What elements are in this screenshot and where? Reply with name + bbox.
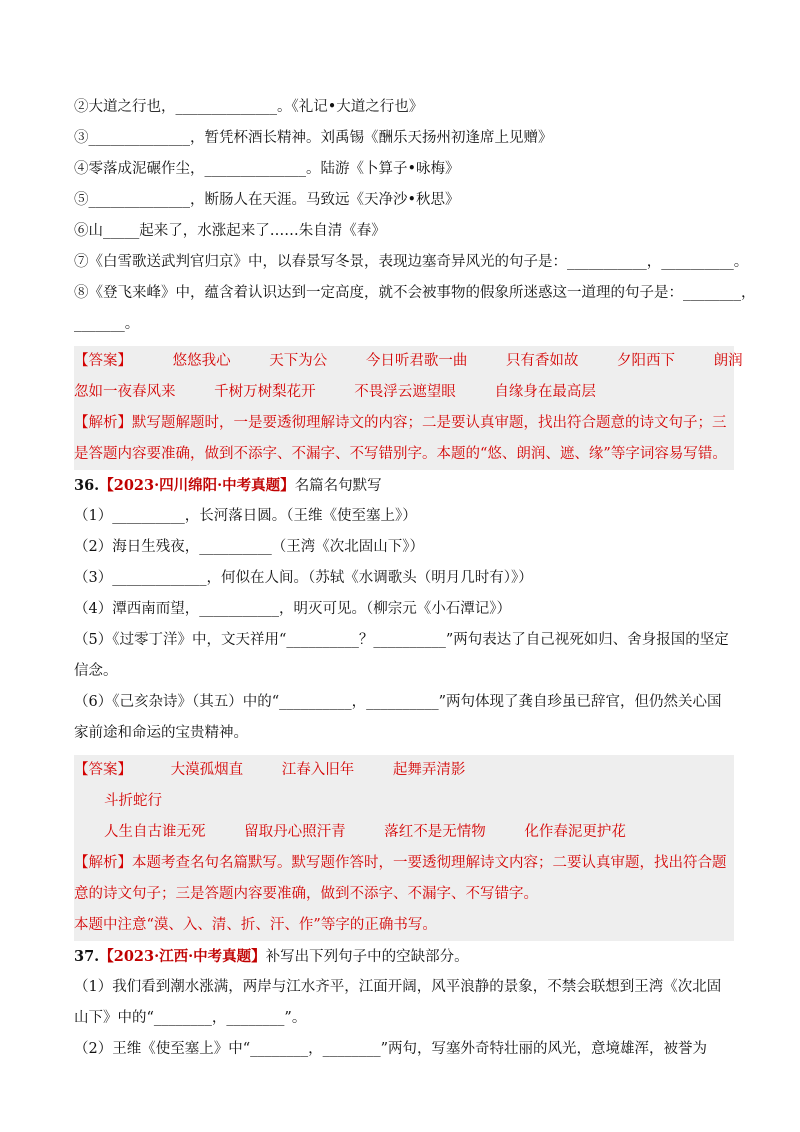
answer-item: 留取丹心照汗青 <box>244 824 346 840</box>
document-page <box>74 92 756 1065</box>
answer-item: 悠悠我心 <box>172 353 231 369</box>
question-item: （1）我们看到潮水涨满，两岸与江水齐平，江面开阔，风平浪静的景象，不禁会联想到王湾《次北固山下》中的“________，________”。 <box>74 979 722 1026</box>
analysis-label: 【解析】 <box>74 415 132 431</box>
answer-item: 千树万树梨花开 <box>214 384 316 400</box>
question-line: ②大道之行也，______________。《礼记•大道之行也》 <box>74 99 424 115</box>
question-item: （2）海日生残夜，__________（王湾《次北固山下》） <box>74 539 424 555</box>
question-number: 37. <box>74 948 100 965</box>
question-line: ⑧《登飞来峰》中，蕴含着认识达到一定高度，就不会被事物的假象所迷惑这一道理的句子是：________， <box>74 285 756 301</box>
answer-row <box>74 786 734 817</box>
answer-row <box>74 817 734 848</box>
answer-item: 天下为公 <box>269 353 328 369</box>
analysis-label: 【解析】 <box>74 855 132 871</box>
answer-item: 起舞弄清影 <box>392 762 466 778</box>
answer-row <box>74 377 734 408</box>
question-line: ⑥山_____起来了，水涨起来了……朱自清《春》 <box>74 223 386 239</box>
answer-item: 江春入旧年 <box>281 762 355 778</box>
answer-row <box>74 755 734 786</box>
question-block-35 <box>74 92 756 340</box>
analysis-text: 【解析】默写题解题时，一是要透彻理解诗文的内容；二是要认真审题，找出符合题意的诗文句子；三是答题内容要准确，做到不添字、不漏字、不写错别字。本题的“悠、朗润、遮、缘”等字词容易写错。 <box>74 415 727 462</box>
question-header <box>74 941 734 972</box>
question-title: 补写出下列句子中的空缺部分。 <box>265 949 469 965</box>
answer-row <box>74 346 743 377</box>
answer-box <box>74 755 734 941</box>
answer-item: 人生自古谁无死 <box>104 824 206 840</box>
question-item: （5）《过零丁洋》中，文天祥用“__________？__________”两句表达了自己视死如归、舍身报国的坚定信念。 <box>74 632 729 679</box>
question-source-tag: 【2023·江西·中考真题】 <box>99 948 266 965</box>
answer-item: 今日听君歌一曲 <box>365 353 468 369</box>
question-line: ③______________，暂凭杯酒长精神。刘禹锡《酬乐天扬州初逢席上见赠》 <box>74 130 553 146</box>
answer-item: 斗折蛇行 <box>104 793 162 809</box>
question-line: ④零落成泥碾作尘，______________。陆游《卜算子•咏梅》 <box>74 161 460 177</box>
answer-label: 【答案】 <box>74 762 132 778</box>
question-item: （4）潭西南而望，___________，明灭可见。（柳宗元《小石潭记》） <box>74 601 511 617</box>
question-source-tag: 【2023·四川绵阳·中考真题】 <box>99 477 295 494</box>
question-line: ⑦《白雪歌送武判官归京》中，以春景写冬景，表现边塞奇异风光的句子是：___________，__________。 <box>74 254 749 270</box>
question-item: （1）__________，长河落日圆。（王维《使至塞上》） <box>74 508 417 524</box>
answer-label: 【答案】 <box>74 353 132 369</box>
question-line: ⑤______________，断肠人在天涯。马致远《天净沙•秋思》 <box>74 192 460 208</box>
question-title: 名篇名句默写 <box>294 478 382 494</box>
answer-item: 只有香如故 <box>505 353 579 369</box>
answer-item: 不畏浮云遮望眼 <box>354 384 456 400</box>
answer-item: 朗润 <box>713 353 743 369</box>
question-number: 36. <box>74 477 100 494</box>
answer-item: 忽如一夜春风来 <box>74 384 176 400</box>
answer-item: 大漠孤烟直 <box>170 762 244 778</box>
answer-item: 化作春泥更护花 <box>524 824 626 840</box>
question-line: _______。 <box>74 316 140 332</box>
question-item: （6）《己亥杂诗》（其五）中的“__________，__________”两句体现了龚自珍虽已辞官，但仍然关心国家前途和命运的宝贵精神。 <box>74 694 722 741</box>
question-block-36 <box>74 470 734 749</box>
answer-box <box>74 346 743 470</box>
answer-item: 夕阳西下 <box>617 353 676 369</box>
question-item: （2）王维《使至塞上》中“________，________”两句，写塞外奇特壮丽的风光，意境雄浑，被誉为 <box>74 1041 708 1057</box>
question-header <box>74 470 734 501</box>
analysis-note: 本题中注意“漠、入、清、折、汗、作”等字的正确书写。 <box>74 917 437 933</box>
answer-item: 自缘身在最高层 <box>494 384 596 400</box>
answer-item: 落红不是无情物 <box>384 824 486 840</box>
analysis-text: 【解析】本题考查名句名篇默写。默写题作答时，一要透彻理解诗文内容；二要认真审题，找出符合题意的诗文句子；三是答题内容要准确，做到不添字、不漏字、不写错字。 <box>74 855 727 902</box>
question-item: （3）_____________，何似在人间。（苏轼《水调歌头（明月几时有）》） <box>74 570 533 586</box>
question-block-37 <box>74 941 734 1065</box>
